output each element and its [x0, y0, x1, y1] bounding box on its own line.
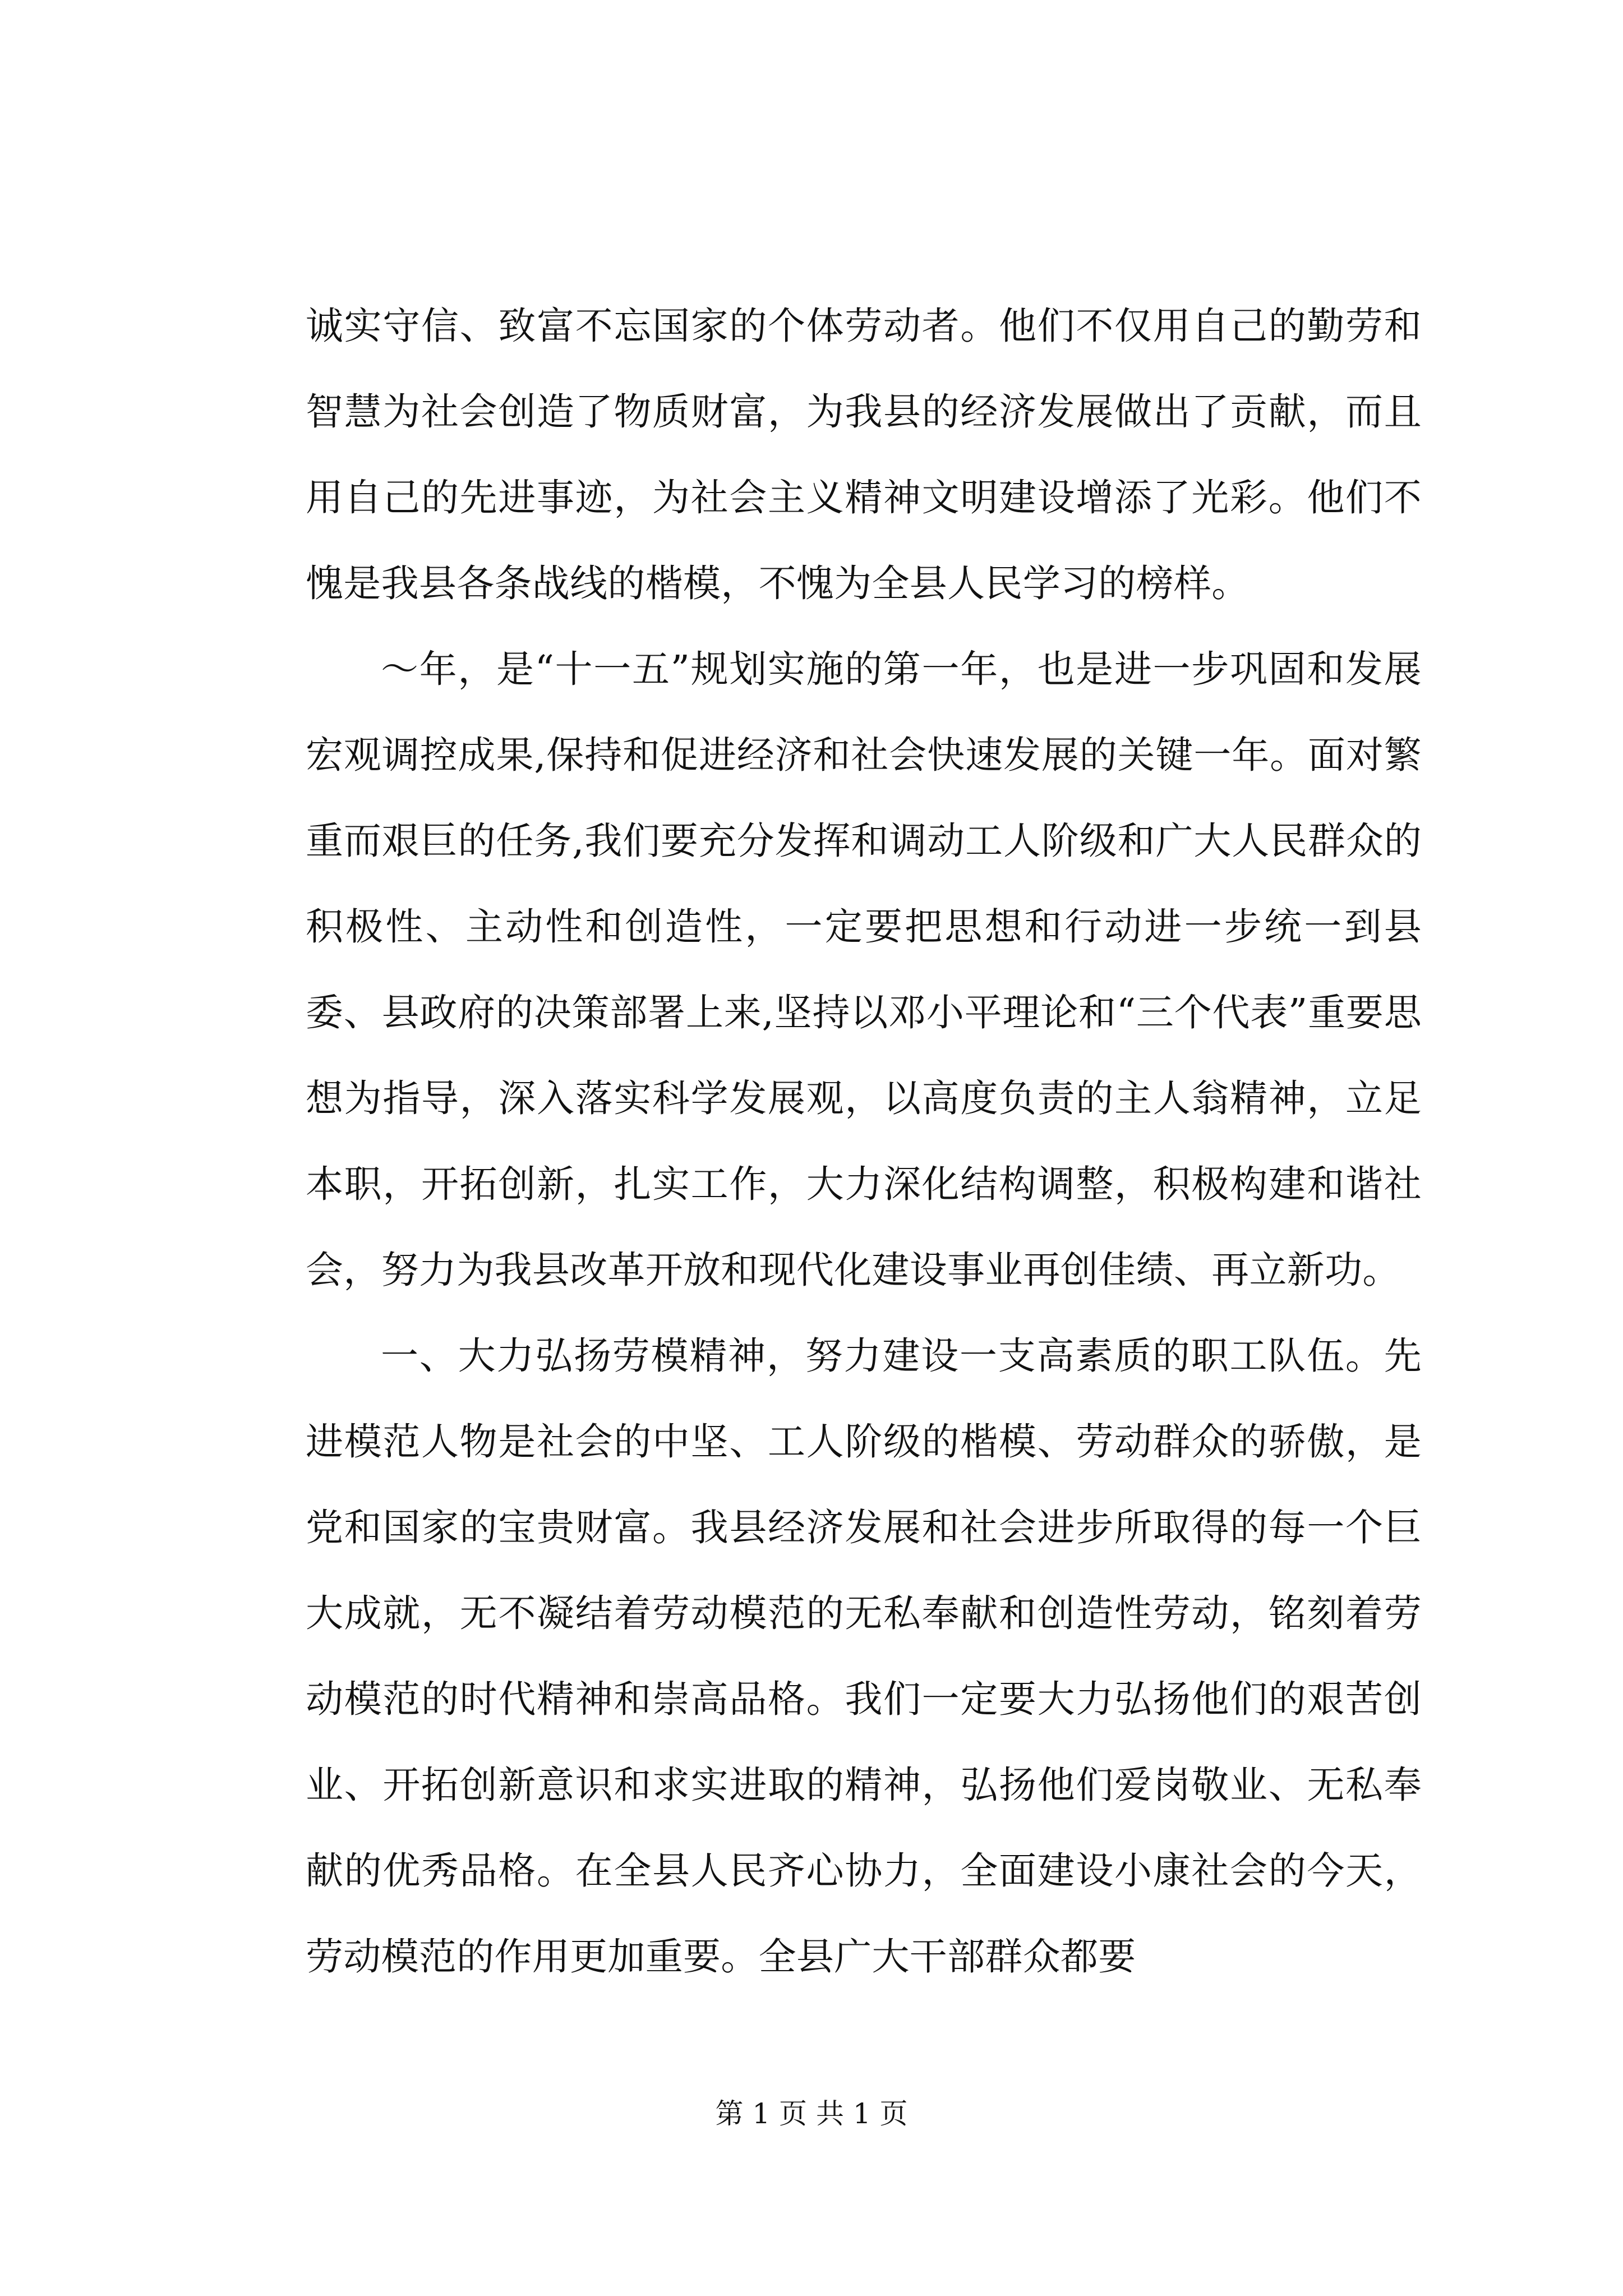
page-footer: 第 1 页 共 1 页	[715, 2097, 908, 2130]
paragraph-2: ～年，是“十一五”规划实施的第一年，也是进一步巩固和发展宏观调控成果,保持和促进经济和社会快速发展的关键一年。面对繁重而艰巨的任务,我们要充分发挥和调动工人阶级和广大人民群众的积极性、主动性和创造性，一定要把思想和行动进一步统一到县委、县政府的决策部署上来,坚持以邓小平理论和“三个代表”重要思想为指导，深入落实科学发展观，以高度负责的主人翁精神，立足本职，开拓创新，扎实工作，大力深化结构调整，积极构建和谐社会，努力为我县改革开放和现代化建设事业再创佳绩、再立新功。	[306, 647, 1422, 1292]
paragraph-1: 诚实守信、致富不忘国家的个体劳动者。他们不仅用自己的勤劳和智慧为社会创造了物质财富，为我县的经济发展做出了贡献，而且用自己的先进事迹，为社会主义精神文明建设增添了光彩。他们不愧是我县各条战线的楷模，不愧为全县人民学习的榜样。	[306, 304, 1422, 605]
paragraph-3: 一、大力弘扬劳模精神，努力建设一支高素质的职工队伍。先进模范人物是社会的中坚、工人阶级的楷模、劳动群众的骄傲，是党和国家的宝贵财富。我县经济发展和社会进步所取得的每一个巨大成就，无不凝结着劳动模范的无私奉献和创造性劳动，铭刻着劳动模范的时代精神和崇高品格。我们一定要大力弘扬他们的艰苦创业、开拓创新意识和求实进取的精神，弘扬他们爱岗敬业、无私奉献的优秀品格。在全县人民齐心协力，全面建设小康社会的今天，劳动模范的作用更加重要。全县广大干部群众都要	[306, 1334, 1422, 1978]
document-body	[306, 283, 1422, 2000]
